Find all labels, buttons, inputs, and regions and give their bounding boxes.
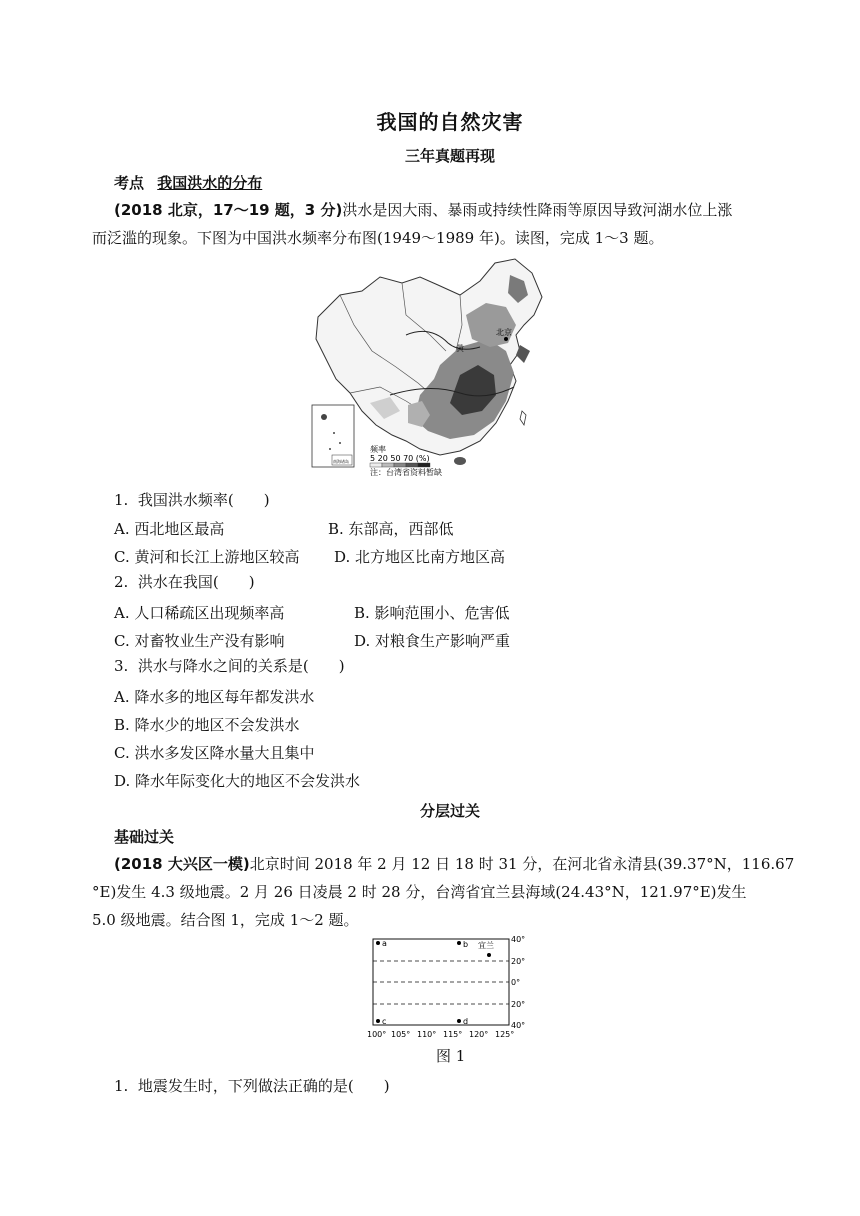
q2-stem: 2. 洪水在我国( ): [114, 573, 255, 591]
intro2-source: (2018 大兴区一模): [114, 855, 250, 873]
intro-text-2: 而泛滥的现象。下图为中国洪水频率分布图(1949～1989 年)。读图，完成 1～3 题。: [92, 229, 664, 247]
q1-option-c[interactable]: C. 黄河和长江上游地区较高: [114, 548, 300, 566]
svg-text:a: a: [382, 939, 387, 948]
svg-text:40°: 40°: [511, 1021, 526, 1030]
point-a: [376, 941, 380, 945]
svg-text:20°: 20°: [511, 957, 526, 966]
q1-option-b[interactable]: B. 东部高，西部低: [328, 520, 454, 538]
q2-option-c[interactable]: C. 对畜牧业生产没有影响: [114, 632, 285, 650]
intro2-line1: (2018 大兴区一模)北京时间 2018 年 2 月 12 日 18 时 31 分，在河北省永清县(39.37°N，116.67: [114, 855, 795, 873]
point-d: [457, 1019, 461, 1023]
svg-text:b: b: [463, 940, 469, 949]
q1-stem: 1. 我国洪水频率( ): [114, 491, 270, 509]
svg-text:100°: 100°: [367, 1030, 387, 1039]
section-heading-levels: 分层过关: [419, 802, 480, 820]
point-c: [376, 1019, 380, 1023]
basic-heading: 基础过关: [114, 828, 175, 846]
map-inset-label: 南海诸岛: [333, 459, 349, 464]
svg-text:105°: 105°: [391, 1030, 411, 1039]
q-last-stem: 1. 地震发生时，下列做法正确的是( ): [114, 1077, 390, 1095]
svg-text:110°: 110°: [417, 1030, 437, 1039]
intro-source: (2018 北京，17～19 题，3 分): [114, 201, 343, 219]
svg-text:c: c: [382, 1017, 387, 1026]
svg-text:115°: 115°: [443, 1030, 463, 1039]
q3-stem: 3. 洪水与降水之间的关系是( ): [114, 657, 345, 675]
intro2-line3: 5.0 级地震。结合图 1，完成 1～2 题。: [92, 911, 359, 929]
q2-option-d[interactable]: D. 对粮食生产影响严重: [354, 632, 511, 650]
q3-option-a[interactable]: A. 降水多的地区每年都发洪水: [114, 688, 315, 706]
page-title: 我国的自然灾害: [376, 110, 524, 134]
q3-option-d[interactable]: D. 降水年际变化大的地区不会发洪水: [114, 772, 361, 790]
q1-option-d[interactable]: D. 北方地区比南方地区高: [334, 548, 506, 566]
intro2-line2: °E)发生 4.3 级地震。2 月 26 日凌晨 2 时 28 分，台湾省宜兰县海域(24.43°N，121.97°E)发生: [92, 883, 747, 901]
svg-text:宜兰: 宜兰: [478, 941, 494, 950]
map-label-huang: 黄: [456, 344, 464, 353]
map-legend-title: 频率: [370, 445, 386, 454]
point-b: [457, 941, 461, 945]
flood-frequency-map: [310, 255, 550, 477]
q3-option-b[interactable]: B. 降水少的地区不会发洪水: [114, 716, 300, 734]
intro-text-1: 洪水是因大雨、暴雨或持续性降雨等原因导致河湖水位上涨: [342, 201, 733, 219]
q3-option-c[interactable]: C. 洪水多发区降水量大且集中: [114, 744, 315, 762]
svg-text:40°: 40°: [511, 935, 526, 944]
map-legend-ticks: 5 20 50 70 (%): [370, 454, 430, 463]
svg-text:125°: 125°: [495, 1030, 515, 1039]
topic-heading: [114, 172, 262, 193]
svg-text:0°: 0°: [511, 978, 521, 987]
section-heading-review: 三年真题再现: [404, 147, 495, 165]
figure-1-caption: 图 1: [436, 1047, 466, 1065]
intro-paragraph-line1: [114, 196, 732, 224]
svg-text:120°: 120°: [469, 1030, 489, 1039]
q2-option-b[interactable]: B. 影响范围小、危害低: [354, 604, 510, 622]
topic-title: 我国洪水的分布: [157, 174, 263, 192]
map-label-beijing: 北京: [496, 328, 512, 337]
map-note: 注：台湾省资料暂缺: [370, 468, 442, 477]
q2-option-a[interactable]: A. 人口稀疏区出现频率高: [114, 604, 285, 622]
figure-1-grid: [365, 933, 530, 1045]
svg-text:d: d: [463, 1017, 469, 1026]
topic-label: 考点: [114, 174, 145, 192]
point-yilan: [487, 953, 491, 957]
svg-text:20°: 20°: [511, 1000, 526, 1009]
q1-option-a[interactable]: A. 西北地区最高: [114, 520, 225, 538]
